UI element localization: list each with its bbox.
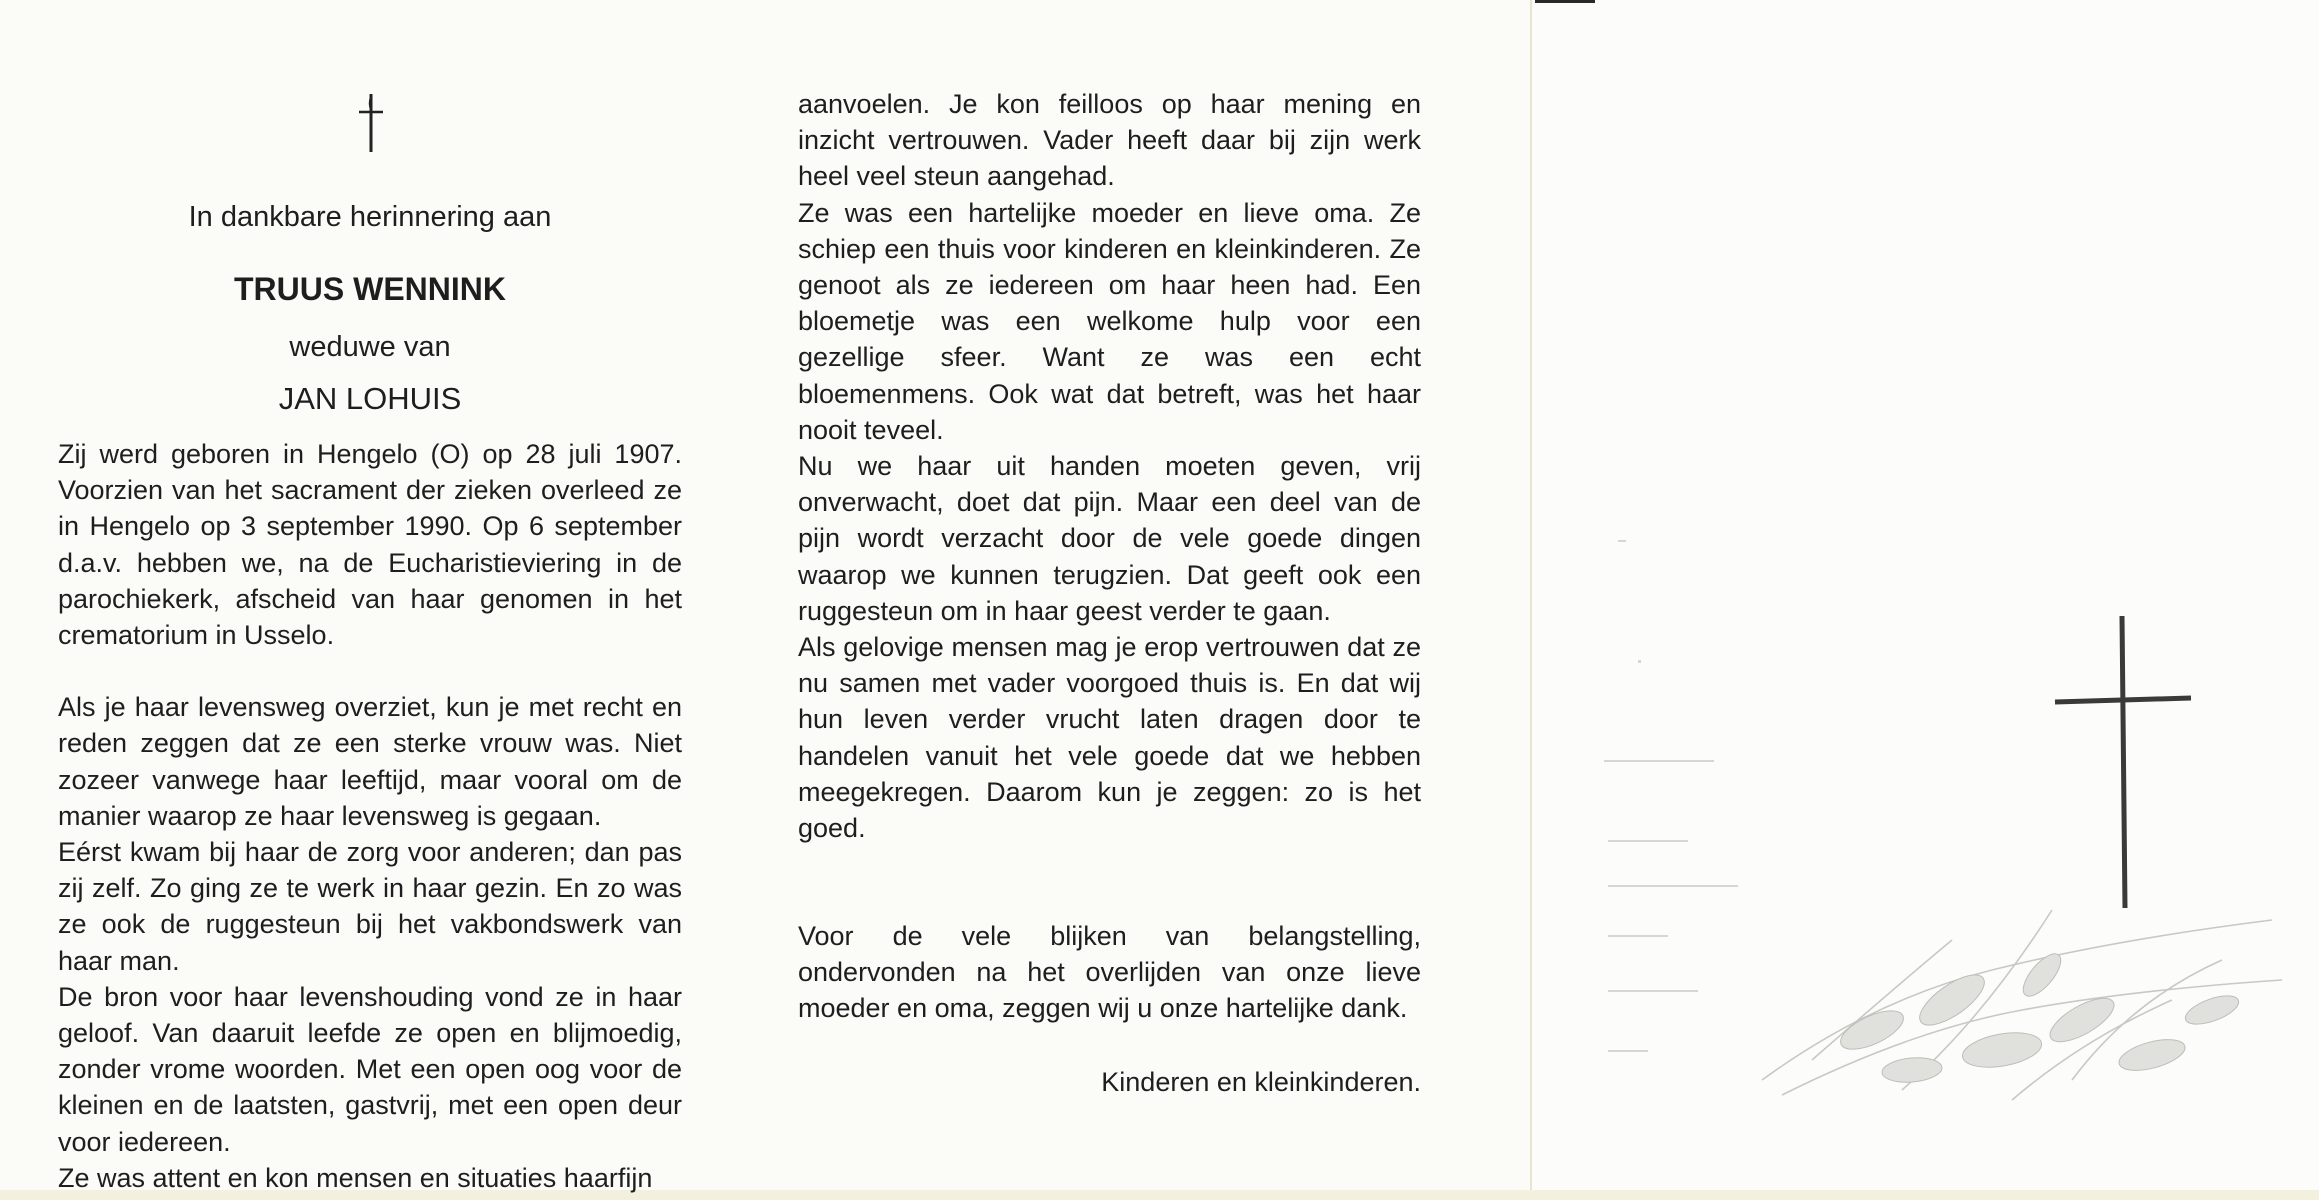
foliage-illustration bbox=[1752, 880, 2292, 1110]
intro-text: In dankbare herinnering aan bbox=[188, 201, 552, 233]
spouse-name: JAN LOHUIS bbox=[278, 381, 462, 416]
paragraph-strong-woman: Als je haar levensweg overziet, kun je met recht en reden zeggen dat ze een sterke vrouw was. Niet zozeer vanwege haar leeftijd, maar vooral om de manier waarop ze haar levensweg is gegaan. bbox=[58, 692, 682, 831]
middle-text-column bbox=[798, 86, 1421, 846]
paragraph-trust: aanvoelen. Je kon feilloos op haar mening en inzicht vertrouwen. Vader heeft daar bij zijn werk heel veel steun aangehad. bbox=[798, 89, 1421, 192]
paragraph-mother-grandmother: Ze was een hartelijke moeder en lieve oma. Ze schiep een thuis voor kinderen en kleinkinderen. Ze genoot als ze iedereen om haar heen had. Een bloemetje was een welkome hulp voor een gezellige sfeer. Want ze was een echt bloemenmens. Ook wat dat betreft, was het haar nooit teveel. bbox=[798, 197, 1421, 445]
large-cross-icon bbox=[2052, 612, 2194, 912]
paragraph-care-for-others: Eérst kwam bij haar de zorg voor anderen; dan pas zij zelf. Zo ging ze te werk in haar gezin. En zo was ze ook de ruggesteun bij het vakbondswerk van haar man. bbox=[58, 837, 682, 976]
small-cross-icon bbox=[356, 92, 386, 154]
paragraph-believers: Als gelovige mensen mag je erop vertrouwen dat ze nu samen met vader voorgoed thuis is. En dat wij hun leven verder vrucht laten dragen door te handelen vanuit het vele goede dat we hebben meegekregen. Daarom kun je zeggen: zo is het goed. bbox=[798, 632, 1421, 844]
paragraph-birth-death: Zij werd geboren in Hengelo (O) op 28 juli 1907. Voorzien van het sacrament der zieken overleed ze in Hengelo op 3 september 1990. Op 6 september d.a.v. hebben we, na de Eucharistieviering in de parochiekerk, afscheid van haar genomen in het crematorium in Usselo. bbox=[58, 439, 682, 651]
paragraph-letting-go: Nu we haar uit handen moeten geven, vrij onverwacht, doet dat pijn. Maar een deel van de pijn wordt verzacht door de vele goede dingen waarop we kunnen terugzien. Dat geeft ook een ruggesteun om in haar geest verder te gaan. bbox=[798, 451, 1421, 626]
paragraph-faith: De bron voor haar levenshouding vond ze in haar geloof. Van daaruit leefde ze open en blijmoedig, zonder vrome woorden. Met een open oog voor de kleinen en de laatsten, gastvrij, met een open deur voor iedereen. bbox=[58, 981, 682, 1157]
widow-of-text: weduwe van bbox=[289, 331, 451, 363]
left-text-column bbox=[58, 436, 682, 1196]
thanks-paragraph: Voor de vele blijken van belangstelling, ondervonden na het overlijden van onze lieve moeder en oma, zeggen wij u onze hartelijke dank. bbox=[798, 921, 1421, 1024]
paragraph-attentive: Ze was attent en kon mensen en situaties haarfijn bbox=[58, 1162, 653, 1193]
signature: Kinderen en kleinkinderen. bbox=[1101, 1067, 1421, 1097]
scan-edge-mark bbox=[1535, 0, 1595, 3]
paragraph-gap bbox=[58, 653, 682, 689]
thanks-text bbox=[798, 918, 1421, 1027]
deceased-name: TRUUS WENNINK bbox=[234, 271, 506, 307]
faint-print-marks bbox=[1598, 540, 1778, 1120]
